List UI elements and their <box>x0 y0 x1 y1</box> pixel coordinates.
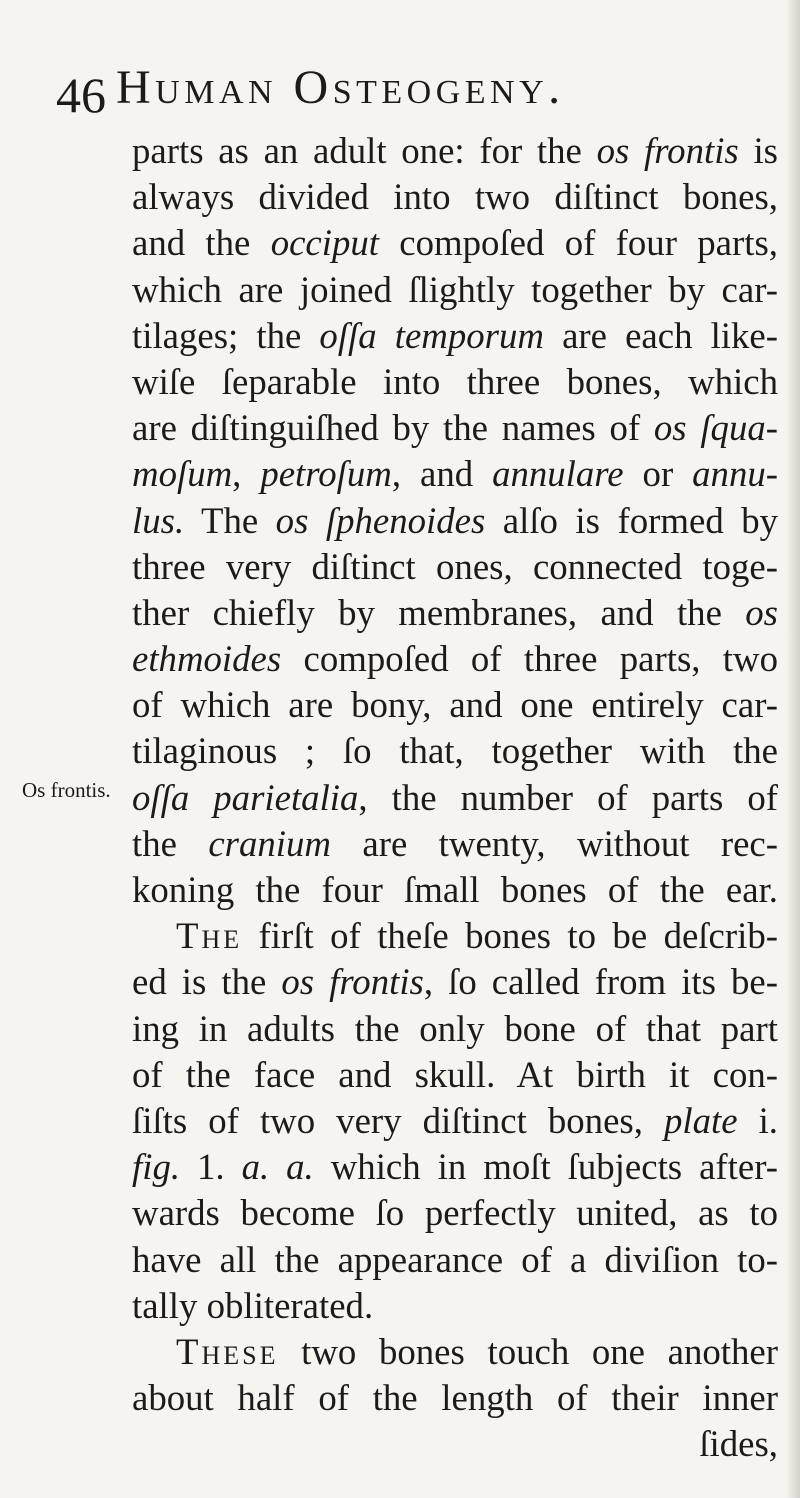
text-line: parts as an adult one: for the os frontis is <box>132 130 779 171</box>
italic-term: os ſqua- <box>653 407 778 449</box>
italic-term: ethmoides <box>132 638 282 680</box>
italic-term: lus. <box>132 499 185 541</box>
italic-term: os frontis <box>281 961 424 1003</box>
italic-term: plate <box>663 1099 738 1141</box>
text-line: ed is the os frontis, ſo called from its be- <box>132 961 778 1003</box>
text-line: moſum, petroſum, and annulare or annu- <box>132 453 778 495</box>
text-line: three very diſtinct ones, connected toge- <box>132 545 778 587</box>
text-line: The firſt of theſe bones to be deſcrib- <box>176 915 778 957</box>
text-line: and the occiput compoſed of four parts, <box>132 222 778 264</box>
text-line: about half of the length of their inner <box>132 1377 778 1419</box>
text-line: oſſa parietalia, the number of parts of <box>132 776 778 818</box>
text-line: of which are bony, and one entirely car- <box>132 684 778 726</box>
text-line: ther chiefly by membranes, and the os <box>132 591 778 633</box>
italic-term: a. a. <box>241 1146 314 1188</box>
italic-term: fig. <box>132 1146 181 1188</box>
text-line: tilaginous ; ſo that, together with the <box>132 730 778 772</box>
italic-term: cranium <box>208 822 331 864</box>
italic-term: moſum <box>132 453 233 495</box>
italic-term: petroſum <box>260 453 392 495</box>
italic-term: occiput <box>270 222 379 264</box>
italic-term: annulare <box>492 453 624 495</box>
text-line: tilages; the oſſa temporum are each like- <box>132 314 778 356</box>
italic-term: oſſa temporum <box>319 314 544 356</box>
italic-term: os ſphenoides <box>275 499 486 541</box>
italic-term: os <box>745 591 778 633</box>
text-line: koning the four ſmall bones of the ear. <box>132 869 778 910</box>
italic-term: os frontis <box>596 130 739 171</box>
text-line: These two bones touch one another <box>176 1330 778 1372</box>
text-line: ſides, <box>699 1423 778 1465</box>
text-line: always divided into two diſtinct bones, <box>132 176 778 218</box>
text-line: which are joined ſlightly together by car- <box>132 268 778 310</box>
margin-note: Os frontis. <box>22 778 111 802</box>
small-caps-lead: The <box>176 915 243 957</box>
text-line: ſiſts of two very diſtinct bones, plate i. <box>132 1099 779 1141</box>
small-caps-lead: These <box>176 1330 279 1372</box>
text-line: wards become ſo perfectly united, as to <box>132 1192 778 1234</box>
italic-term: annu- <box>692 453 778 495</box>
text-line: the cranium are twenty, without rec- <box>132 822 778 864</box>
text-line: are diſtinguiſhed by the names of os ſqua- <box>132 407 778 449</box>
italic-term: oſſa parietalia <box>132 776 359 818</box>
page-edge-shadow <box>786 0 800 1498</box>
text-line: tally obliterated. <box>132 1284 374 1326</box>
running-title: Human Osteogeny. <box>116 61 565 114</box>
page-number: 46 <box>56 67 106 123</box>
text-line: ing in adults the only bone of that part <box>132 1007 778 1049</box>
text-line: wiſe ſeparable into three bones, which <box>132 360 778 402</box>
text-line: ethmoides compoſed of three parts, two <box>132 638 778 680</box>
body-text <box>132 128 778 1467</box>
text-line: have all the appearance of a diviſion to- <box>132 1238 778 1280</box>
text-line: lus. The os ſphenoides alſo is formed by <box>132 499 778 541</box>
text-line: of the face and skull. At birth it con- <box>132 1053 778 1095</box>
text-line: fig. 1. a. a. which in moſt ſubjects after- <box>132 1146 778 1188</box>
